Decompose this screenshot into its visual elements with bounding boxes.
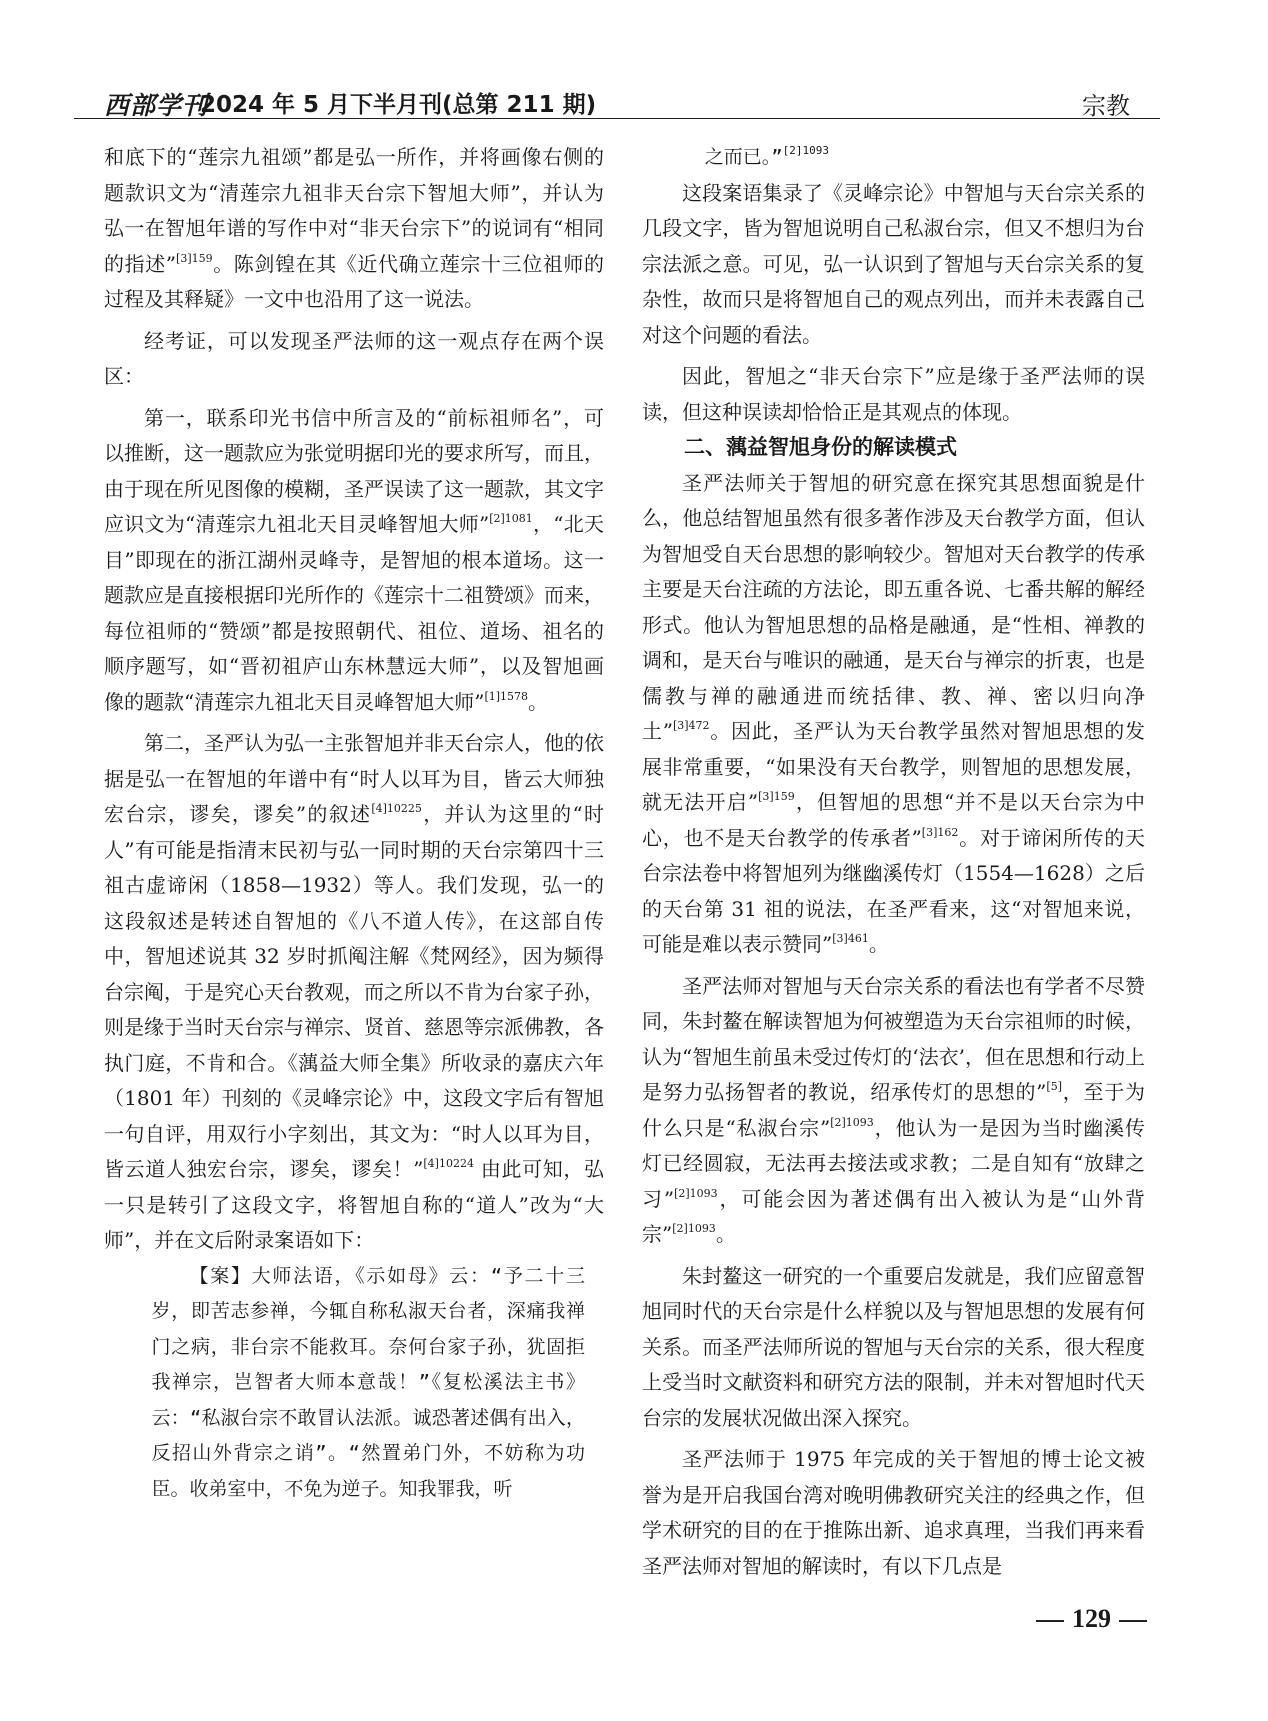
block-quote: 【案】大师法语，《示如母》云：“予二十三岁，即苦志参禅，今辄自称私淑天台者，深痛我禅门之病，非台宗不能救耳。奈何台家子孙，犹固拒我禅宗，岂智者大师本意哉！”《复松溪法主书》云：“私淑台宗不敢冒认法派。诚恐著述偶有出入，反招山外背宗之诮”。“然置弟门外，不妨称为功臣。收弟室中，不免为逆子。知我罪我，听 <box>151 1264 585 1500</box>
section-heading: 二、蕅益智旭身份的解读模式 <box>684 435 957 459</box>
paragraph: 朱封鳌这一研究的一个重要启发就是，我们应留意智旭同时代的天台宗是什么样貌以及与智旭思想的发展有何关系。而圣严法师所说的智旭与天台宗的关系，很大程度上受当时文献资料和研究方法的限制，并未对智旭时代天台宗的发展状况做出深入探究。 <box>642 1263 1145 1430</box>
dash-left <box>1036 1620 1064 1622</box>
paragraph: 圣严法师对智旭与天台宗关系的看法也有学者不尽赞同，朱封鳌在解读智旭为何被塑造为天台宗祖师的时候，认为“智旭生前虽未受过传灯的‘法衣’，但在思想和行动上是努力弘扬智者的教说，绍承传灯的思想的”[5]，至于为什么只是“私淑台宗”$^{[2]1093}$，他认为一是因为当时幽溪传灯已经圆寂，无法再去接法或求教；二是自知有“放肆之习”$^{[2]1093}$，可能会因为著述偶有出入被认为是“山外背宗”$^{[2]1093}$。 <box>642 973 1146 1246</box>
left-column <box>104 140 604 1507</box>
block-quote-continued: 之而已。”$^{[2]1093}$ <box>704 144 829 168</box>
page-number: 129 <box>1028 1604 1155 1634</box>
paragraph: 和底下的“莲宗九祖颂”都是弘一所作，并将画像右侧的题款识文为“清莲宗九祖非天台宗下智旭大师”，并认为弘一在智旭年谱的写作中对“非天台宗下”的说词有“相同的指述”$^{[3]159}$。陈剑锽在其《近代确立莲宗十三位祖师的过程及其释疑》一文中也沿用了这一说法。 <box>104 145 604 311</box>
paragraph: 第一，联系印光书信中所言及的“前标祖师名”，可以推断，这一题款应为张觉明据印光的要求所写，而且，由于现在所见图像的模糊，圣严误读了这一题款，其文字应识文为“清莲宗九祖北天目灵峰智旭大师”$^{[2]1081}$，“北天目”即现在的浙江湖州灵峰寺，是智旭的根本道场。这一题款应是直接根据印光所作的《莲宗十二祖赞颂》而来，每位祖师的“赞颂”都是按照朝代、祖位、道场、祖名的顺序题写，如“晋初祖庐山东林慧远大师”，以及智旭画像的题款“清莲宗九祖北天目灵峰智旭大师”$^{[1]1578}$。 <box>104 405 604 714</box>
issue-info: 2024 年 5 月下半月刊(总第 211 期) <box>200 92 597 118</box>
section-name: 宗教 <box>1082 92 1130 120</box>
right-column <box>642 140 1145 1584</box>
journal-logo: 西部学刊 <box>104 91 209 120</box>
dash-right <box>1119 1620 1147 1622</box>
paragraph: 圣严法师于 1975 年完成的关于智旭的博士论文被誉为是开启我国台湾对晚明佛教研究关注的经典之作，但学术研究的目的在于推陈出新、追求真理，当我们再来看圣严法师对智旭的解读时，有以下几点是 <box>642 1447 1145 1578</box>
paragraph: 圣严法师关于智旭的研究意在探究其思想面貌是什么，他总结智旭虽然有很多著作涉及天台教学方面，但认为智旭受自天台思想的影响较少。智旭对天台教学的传承主要是天台注疏的方法论，即五重各说、七番共解的解经形式。他认为智旭思想的品格是融通，是“性相、禅教的调和，是天台与唯识的融通，是天台与禅宗的折衷，也是儒教与禅的融通进而统括律、教、禅、密以归向净土”$^{[3]472}$。因此，圣严认为天台教学虽然对智旭思想的发展非常重要，“如果没有天台教学，则智旭的思想发展，就无法开启”$^{[3]159}$，但智旭的思想“并不是以天台宗为中心，也不是天台教学的传承者”$^{[3]162}$。对于谛闲所传的天台宗法卷中将智旭列为继幽溪传灯（1554—1628）之后的天台第 31 祖的说法，在圣严看来，这“对智旭来说，可能是难以表示赞同”$^{[3]461}$。 <box>642 470 1145 956</box>
paragraph: 经考证，可以发现圣严法师的这一观点存在两个误区： <box>104 328 604 388</box>
paragraph: 这段案语集录了《灵峰宗论》中智旭与天台宗关系的几段文字，皆为智旭说明自己私淑台宗，但又不想归为台宗法派之意。可见，弘一认识到了智旭与天台宗关系的复杂性，故而只是将智旭自己的观点列出，而并未表露自己对这个问题的看法。 <box>642 180 1145 347</box>
running-header <box>74 72 1160 122</box>
paragraph: 第二，圣严认为弘一主张智旭并非天台宗人，他的依据是弘一在智旭的年谱中有“时人以耳为目，皆云大师独宏台宗，谬矣，谬矣”的叙述$^{[4]10225}$，并认为这里的“时人”有可能是指清末民初与弘一同时期的天台宗第四十三祖古虚谛闲（1858—1932）等人。我们发现，弘一的这段叙述是转述自智旭的《八不道人传》，在这部自传中，智旭述说其 32 岁时抓阄注解《梵网经》，因为频得台宗阄，于是究心天台教观，而之所以不肯为台家子孙，则是缘于当时天台宗与禅宗、贤首、慈恩等宗派佛教，各执门庭，不肯和合。《蕅益大师全集》所收录的嘉庆六年（1801 年）刊刻的《灵峰宗论》中，这段文字后有智旭一句自评，用双行小字刻出，其文为：“时人以耳为目，皆云道人独宏台宗，谬矣，谬矣！”$^{[4]10224}$ 由此可知，弘一只是转引了这段文字，将智旭自称的“道人”改为“大师”，并在文后附录案语如下： <box>104 731 604 1252</box>
paragraph: 因此，智旭之“非天台宗下”应是缘于圣严法师的误读，但这种误读却恰恰正是其观点的体现。 <box>642 364 1145 424</box>
header-rule <box>74 118 1160 119</box>
